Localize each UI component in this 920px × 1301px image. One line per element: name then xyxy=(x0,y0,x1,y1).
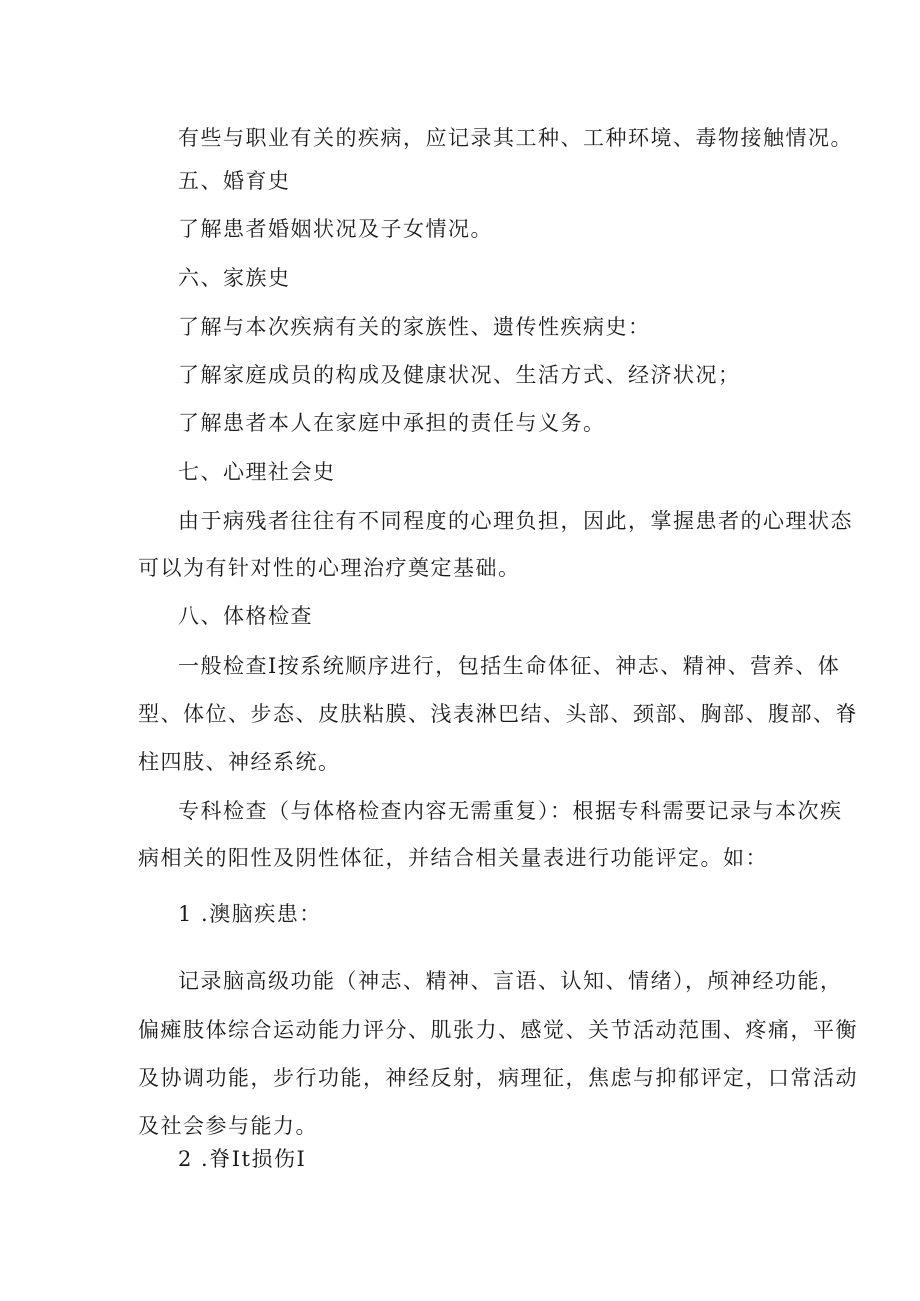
paragraph-brain-line-1: 记录脑高级功能（神志、精神、言语、认知、情绪），颅神经功能， xyxy=(178,969,843,993)
paragraph-specialty-exam-line-1: 专科检查（与体格检查内容无需重复）：根据专科需要记录与本次疾 xyxy=(178,799,843,823)
paragraph-family-3: 了解患者本人在家庭中承担的责任与义务。 xyxy=(178,411,606,435)
paragraph-family-1: 了解与本次疾病有关的家族性、遗传性疾病史： xyxy=(178,315,651,339)
paragraph-psychosocial-line-2: 可以为有针对性的心理治疗奠定基础。 xyxy=(138,556,521,580)
heading-family-history: 六、家族史 xyxy=(178,266,291,290)
paragraph-family-2: 了解家庭成员的构成及健康状况、生活方式、经济状况； xyxy=(178,363,741,387)
list-item-1: 1 .澳脑疾患： xyxy=(178,902,322,926)
paragraph-specialty-exam-line-2: 病相关的阳性及阴性体征，并结合相关量表进行功能评定。如： xyxy=(138,846,768,870)
list-item-2: 2 .脊It损伤I xyxy=(178,1147,307,1171)
heading-marriage-history: 五、婚育史 xyxy=(178,169,291,193)
paragraph-general-exam-line-1: 一般检查I按系统顺序进行，包括生命体征、神志、精神、营养、体 xyxy=(178,654,841,678)
heading-physical-exam: 八、体格检查 xyxy=(178,604,313,628)
paragraph-brain-line-3: 及协调功能，步行功能，神经反射，病理征，焦虑与抑郁评定，口常活动 xyxy=(138,1066,858,1090)
paragraph-brain-line-2: 偏瘫肢体综合运动能力评分、肌张力、感觉、关节活动范围、疼痛，平衡 xyxy=(138,1018,858,1042)
paragraph-occupation: 有些与职业有关的疾病，应记录其工种、工种环境、毒物接触情况。 xyxy=(178,126,853,150)
paragraph-general-exam-line-2: 型、体位、步态、皮肤粘膜、浅表淋巴结、头部、颈部、胸部、腹部、脊 xyxy=(138,702,858,726)
paragraph-general-exam-line-3: 柱四肢、神经系统。 xyxy=(138,750,341,774)
paragraph-brain-line-4: 及社会参与能力。 xyxy=(138,1114,318,1138)
heading-psychosocial-history: 七、心理社会史 xyxy=(178,460,336,484)
paragraph-psychosocial-line-1: 由于病残者往往有不同程度的心理负担，因此，掌握患者的心理状态 xyxy=(178,509,853,533)
paragraph-marriage: 了解患者婚姻状况及子女情况。 xyxy=(178,217,493,241)
